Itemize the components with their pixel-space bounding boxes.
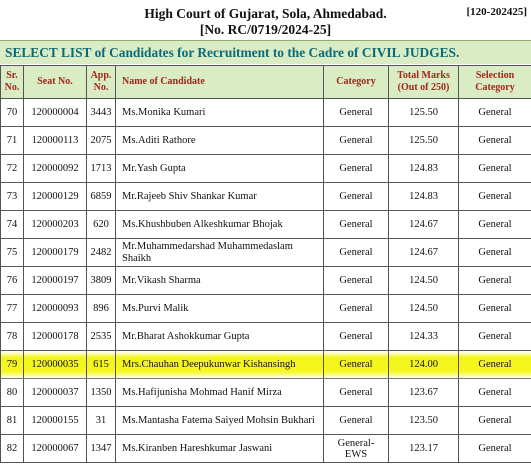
cell-app-no: 3809 [87,267,116,295]
table-row [1,435,531,463]
cell-seat-no: 120000035 [24,351,87,379]
cell-total-marks: 124.83 [389,183,459,211]
cell-total-marks: 123.67 [389,379,459,407]
cell-name: Ms.Kiranben Hareshkumar Jaswani [116,435,324,463]
cell-selection-category: General [459,127,531,155]
table-row [1,155,531,183]
cell-app-no: 896 [87,295,116,323]
cell-name: Ms.Purvi Malik [116,295,324,323]
cell-total-marks: 124.00 [389,351,459,379]
cell-selection-category: General [459,323,531,351]
cell-total-marks: 124.50 [389,295,459,323]
table-row [1,211,531,239]
table-row [1,183,531,211]
select-list-banner: SELECT LIST of Candidates for Recruitment to the Cadre of CIVIL JUDGES. [0,40,531,64]
cell-category: General [324,267,389,295]
table-row [1,267,531,295]
cell-total-marks: 125.50 [389,99,459,127]
cell-app-no: 2075 [87,127,116,155]
cell-seat-no: 120000093 [24,295,87,323]
cell-selection-category: General [459,295,531,323]
reference-number: [No. RC/0719/2024-25] [199,22,332,37]
table-header-row [1,66,531,99]
cell-sr-no: 73 [1,183,24,211]
cell-app-no: 1713 [87,155,116,183]
cell-seat-no: 120000004 [24,99,87,127]
cell-seat-no: 120000155 [24,407,87,435]
table-row [1,295,531,323]
cell-name: Ms.Khushbuben Alkeshkumar Bhojak [116,211,324,239]
cell-name: Mr.Bharat Ashokkumar Gupta [116,323,324,351]
cell-category: General [324,379,389,407]
cell-selection-category: General [459,435,531,463]
cell-total-marks: 124.33 [389,323,459,351]
cell-total-marks: 124.67 [389,239,459,267]
cell-sr-no: 77 [1,295,24,323]
cell-app-no: 1347 [87,435,116,463]
cell-category: General [324,323,389,351]
cell-app-no: 2482 [87,239,116,267]
cell-total-marks: 124.50 [389,267,459,295]
cell-name: Mr.Muhammedarshad Muhammedaslam Shaikh [116,239,324,267]
document-header [0,4,531,38]
cell-name: Mrs.Chauhan Deepukunwar Kishansingh [116,351,324,379]
cell-name: Ms.Mantasha Fatema Saiyed Mohsin Bukhari [116,407,324,435]
cell-sr-no: 70 [1,99,24,127]
cell-selection-category: General [459,239,531,267]
cell-sr-no: 82 [1,435,24,463]
cell-selection-category: General [459,351,531,379]
cell-sr-no: 81 [1,407,24,435]
cell-seat-no: 120000067 [24,435,87,463]
cell-sr-no: 80 [1,379,24,407]
cell-total-marks: 124.83 [389,155,459,183]
cell-seat-no: 120000113 [24,127,87,155]
cell-sr-no: 72 [1,155,24,183]
cell-name: Mr.Yash Gupta [116,155,324,183]
cell-sr-no: 79 [1,351,24,379]
cell-seat-no: 120000203 [24,211,87,239]
cell-selection-category: General [459,267,531,295]
table-row [1,407,531,435]
cell-selection-category: General [459,99,531,127]
cell-seat-no: 120000037 [24,379,87,407]
cell-category: General [324,239,389,267]
cell-app-no: 6859 [87,183,116,211]
cell-app-no: 31 [87,407,116,435]
cell-category: General [324,155,389,183]
table-row [1,127,531,155]
table-row [1,239,531,267]
cell-name: Mr.Vikash Sharma [116,267,324,295]
cell-sr-no: 71 [1,127,24,155]
cell-app-no: 1350 [87,379,116,407]
cell-category: General [324,183,389,211]
cell-selection-category: General [459,407,531,435]
cell-total-marks: 123.17 [389,435,459,463]
cell-total-marks: 124.67 [389,211,459,239]
table-row [1,379,531,407]
cell-seat-no: 120000129 [24,183,87,211]
cell-category: General-EWS [324,435,389,463]
cell-sr-no: 75 [1,239,24,267]
cell-category: General [324,295,389,323]
cell-app-no: 2535 [87,323,116,351]
cell-name: Ms.Monika Kumari [116,99,324,127]
cell-sr-no: 76 [1,267,24,295]
table-row [1,323,531,351]
cell-category: General [324,407,389,435]
cell-sr-no: 78 [1,323,24,351]
cell-sr-no: 74 [1,211,24,239]
cell-app-no: 3443 [87,99,116,127]
table-row [1,351,531,379]
col-sr-no: Sr. No. [1,66,24,99]
col-name: Name of Candidate [116,66,324,99]
cell-name: Ms.Hafijunisha Mohmad Hanif Mirza [116,379,324,407]
cell-seat-no: 120000178 [24,323,87,351]
table-row [1,99,531,127]
col-selection-category: Selection Category [459,66,531,99]
candidates-table [0,65,531,463]
cell-seat-no: 120000179 [24,239,87,267]
cell-selection-category: General [459,379,531,407]
cell-app-no: 620 [87,211,116,239]
cell-category: General [324,99,389,127]
cell-selection-category: General [459,155,531,183]
cell-name: Mr.Rajeeb Shiv Shankar Kumar [116,183,324,211]
cell-seat-no: 120000197 [24,267,87,295]
cell-app-no: 615 [87,351,116,379]
col-total-marks: Total Marks (Out of 250) [389,66,459,99]
cell-category: General [324,127,389,155]
court-title: High Court of Gujarat, Sola, Ahmedabad. [144,6,387,21]
col-category: Category [324,66,389,99]
cell-category: General [324,211,389,239]
cell-seat-no: 120000092 [24,155,87,183]
cell-selection-category: General [459,183,531,211]
cell-total-marks: 123.50 [389,407,459,435]
col-app-no: App. No. [87,66,116,99]
col-seat-no: Seat No. [24,66,87,99]
document-code: [120-202425] [466,6,527,18]
cell-selection-category: General [459,211,531,239]
cell-total-marks: 125.50 [389,127,459,155]
cell-category: General [324,351,389,379]
cell-name: Ms.Aditi Rathore [116,127,324,155]
